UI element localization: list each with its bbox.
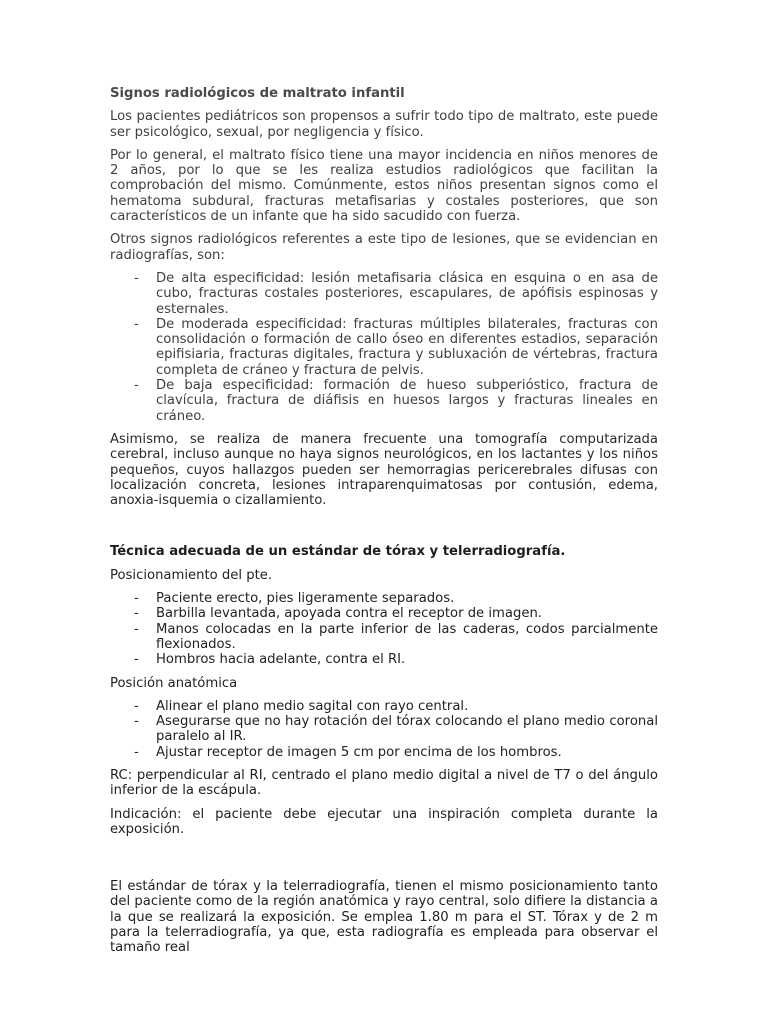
list-item: - Barbilla levantada, apoyada contra el receptor de imagen. [110, 606, 658, 621]
list-item: - Ajustar receptor de imagen 5 cm por encima de los hombros. [110, 745, 658, 760]
list-item: - De baja especificidad: formación de hueso subperióstico, fractura de clavícula, fractura de diáfisis en huesos largos y fracturas lineales en cráneo. [110, 378, 658, 424]
list-item: - Paciente erecto, pies ligeramente separados. [110, 591, 658, 606]
section-title-maltrato: Signos radiológicos de maltrato infantil [110, 86, 405, 101]
paragraph-rc: RC: perpendicular al RI, centrado el plano medio digital a nivel de T7 o del ángulo inferior de la escápula. [110, 767, 658, 799]
list-item: - Alinear el plano medio sagital con rayo central. [110, 699, 658, 714]
section-title-tecnica: Técnica adecuada de un estándar de tórax y telerradiografía. [110, 544, 566, 560]
label-posicionamiento: Posicionamiento del pte. [110, 567, 273, 583]
list-posicionamiento [110, 591, 658, 667]
paragraph-estandar-torax: El estándar de tórax y la telerradiografía, tienen el mismo posicionamiento tanto del paciente como de la región anatómica y rayo central, solo difiere la distancia a la que se realizará la exposición. Se emplea 1.80 m para el ST. Tórax y de 2 m para la telerradiografía, ya que, esta radiografía es empleada para observar el tamaño real [110, 879, 658, 956]
label-posicion-anatomica: Posición anatómica [110, 675, 238, 691]
list-especificidad [110, 271, 658, 424]
paragraph-incidencia: Por lo general, el maltrato físico tiene una mayor incidencia en niños menores de 2 años, por lo que se les realiza estudios radiológicos que facilitan la comprobación del mismo. Comúnmente, estos niños presentan signos como el hematoma subdural, fracturas metafisarias y costales posteriores, que son característicos de un infante que ha sido sacudido con fuerza. [110, 147, 658, 225]
list-item: - De alta especificidad: lesión metafisaria clásica en esquina o en asa de cubo, fracturas costales posteriores, escapulares, de apófisis espinosas y esternales. [110, 271, 658, 317]
list-item: - Asegurarse que no hay rotación del tórax colocando el plano medio coronal paralelo al IR. [110, 714, 658, 745]
list-item: - Manos colocadas en la parte inferior de las caderas, codos parcialmente flexionados. [110, 622, 658, 653]
paragraph-indicacion: Indicación: el paciente debe ejecutar una inspiración completa durante la exposición. [110, 806, 658, 837]
paragraph-intro: Los pacientes pediátricos son propensos a sufrir todo tipo de maltrato, este puede ser psicológico, sexual, por negligencia y físico. [110, 109, 658, 140]
paragraph-otros-signos: Otros signos radiológicos referentes a este tipo de lesiones, que se evidencian en radiografías, son: [110, 232, 658, 263]
spacer [110, 516, 658, 544]
list-item: - Hombros hacia adelante, contra el RI. [110, 652, 658, 667]
list-posicion-anatomica [110, 699, 658, 760]
spacer [110, 845, 658, 879]
list-item: - De moderada especificidad: fracturas múltiples bilaterales, fracturas con consolidación o formación de callo óseo en diferentes estadios, separación epifisiaria, fracturas digitales, fractura y subluxación de vértebras, fractura completa de cráneo y fractura de pelvis. [110, 317, 658, 378]
section-maltrato [110, 86, 658, 508]
section-tecnica [110, 544, 658, 955]
paragraph-tomografia: Asimismo, se realiza de manera frecuente una tomografía computarizada cerebral, incluso aunque no haya signos neurológicos, en los lactantes y los niños pequeños, cuyos hallazgos pueden ser hemorragias pericerebrales difusas con localización concreta, lesiones intraparenquimatosas por contusión, edema, anoxia-isquemia o cizallamiento. [110, 431, 658, 509]
